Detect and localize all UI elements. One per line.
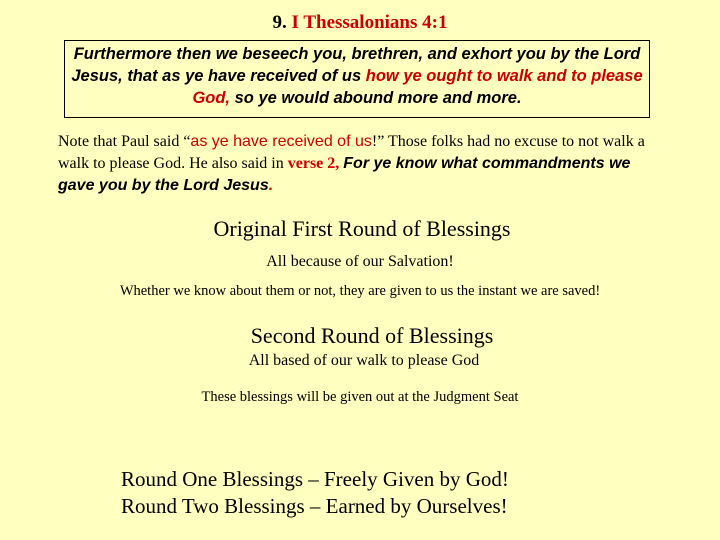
note-quote-2: For ye know what commandments we gave you by the Lord Jesus: [58, 155, 631, 194]
summary-line-1: Round One Blessings – Freely Given by God!: [121, 467, 509, 491]
title-number: 9.: [272, 12, 287, 33]
round2-subheading: All based of our walk to please God: [248, 352, 480, 369]
note-text: Note that Paul said “: [58, 133, 191, 150]
round2-heading: Second Round of Blessings: [250, 323, 494, 348]
round1-detail: Whether we know about them or not, they are given to us the instant we are saved!: [119, 283, 601, 299]
summary-line-2: Round Two Blessings – Earned by Ourselves!: [121, 494, 508, 518]
title-reference: I Thessalonians 4:1: [291, 12, 448, 33]
scripture-highlight: how ye ought to walk and to please God,: [192, 67, 643, 107]
round2-detail: These blessings will be given out at the Judgment Seat: [201, 389, 519, 405]
note-text-2: !” Those folks had no excuse to not walk a walk to please God. He also said in: [58, 133, 645, 172]
note-paragraph: [58, 131, 668, 197]
note-verse-ref: verse 2,: [287, 155, 340, 172]
summary: [121, 466, 509, 520]
note-quote: as ye have received of us: [190, 133, 372, 150]
scripture-box: [64, 40, 650, 118]
note-end: .: [268, 177, 274, 194]
slide-title: [0, 12, 720, 34]
scripture-text: Furthermore then we beseech you, brethren, and exhort you by the Lord Jesus, that as ye have received of us: [71, 45, 641, 85]
scripture-text-end: so ye would abound more and more.: [230, 89, 522, 107]
round1-heading: Original First Round of Blessings: [213, 216, 511, 241]
round1-subheading: All because of our Salvation!: [266, 253, 454, 270]
